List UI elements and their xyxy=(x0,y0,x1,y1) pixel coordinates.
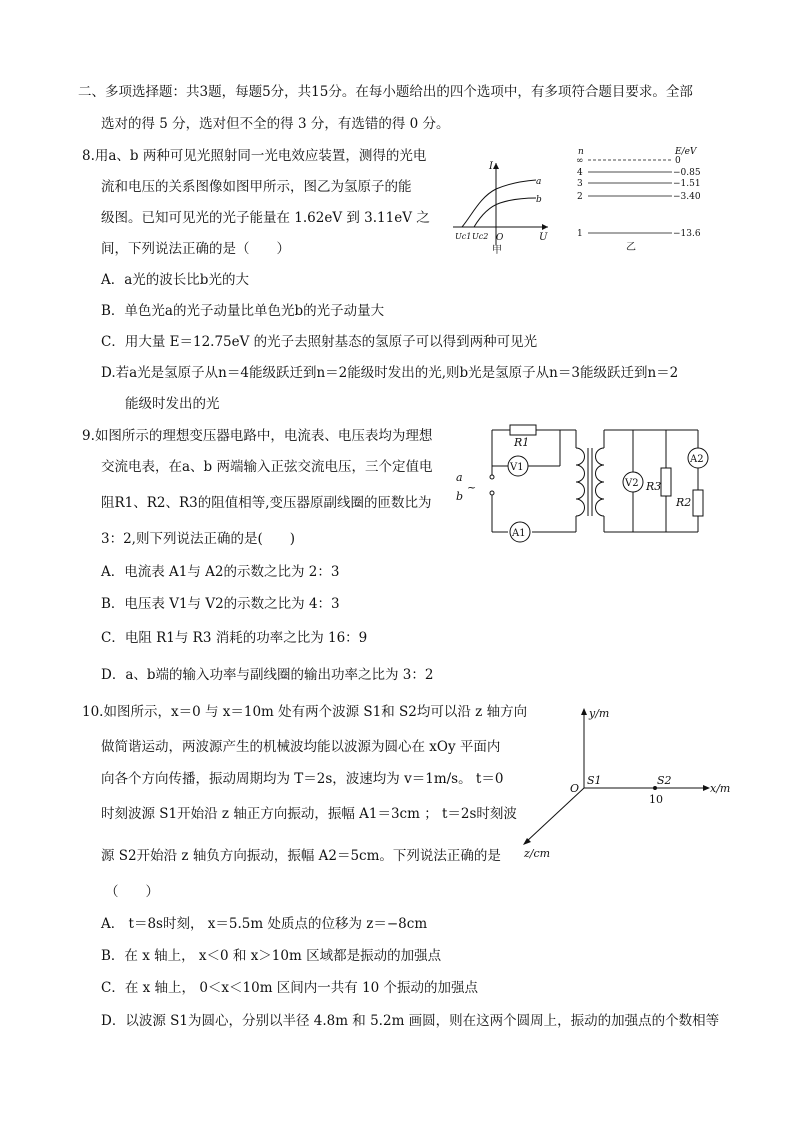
terminal-b-label: b xyxy=(456,490,464,503)
q9-option-c: C．电阻 R1与 R3 消耗的功率之比为 16：9 xyxy=(101,630,368,646)
n-label: n xyxy=(578,147,584,157)
q8-option-a: A．a光的波长比b光的大 xyxy=(101,272,249,288)
level-2-n: 2 xyxy=(577,192,583,202)
level-inf-n: ∞ xyxy=(576,156,584,166)
e-label: E/eV xyxy=(675,147,697,157)
curve-b xyxy=(474,198,536,227)
uc1-label: Uc1 xyxy=(455,232,472,241)
level-4-e: −0.85 xyxy=(673,168,701,178)
q10-option-c: C．在 x 轴上， 0＜x＜10m 区间内一共有 10 个振动的加强点 xyxy=(101,980,479,996)
s1-label: S1 xyxy=(587,774,602,787)
z-axis xyxy=(526,788,584,842)
q9-stem-line3: 阻R1、R2、R3的阻值相等,变压器原副线圈的匝数比为 xyxy=(101,495,432,511)
level-inf-e: 0 xyxy=(675,156,681,166)
fig-jia-caption: 甲 xyxy=(492,245,502,255)
r1-label: R1 xyxy=(514,436,530,449)
terminal-a xyxy=(490,475,494,479)
section-header-line2: 选对的得 5 分，选对但不全的得 3 分，有选错的得 0 分。 xyxy=(101,116,450,132)
q9-option-a: A．电流表 A1与 A2的示数之比为 2：3 xyxy=(101,564,340,580)
level-3-e: −1.51 xyxy=(673,179,701,189)
r3-label: R3 xyxy=(646,480,662,493)
z-axis-label: z/cm xyxy=(524,847,551,860)
q9-option-d: D．a、b端的输入功率与副线圈的输出功率之比为 3：2 xyxy=(101,667,434,683)
q8-option-b: B．单色光a的光子动量比单色光b的光子动量大 xyxy=(101,303,385,319)
curve-b-label: b xyxy=(536,195,542,205)
level-1-e: −13.6 xyxy=(673,229,701,239)
q9-option-b: B．电压表 V1与 V2的示数之比为 4：3 xyxy=(101,596,340,612)
resistor-r2 xyxy=(693,490,703,516)
i-axis-arrow xyxy=(493,163,499,169)
level-3-n: 3 xyxy=(577,179,583,189)
tick-10-label: 10 xyxy=(649,793,663,806)
uc2-label: Uc2 xyxy=(472,232,489,241)
r2-label: R2 xyxy=(676,496,692,509)
q8-option-d-line1: D.若a光是氢原子从n＝4能级跃迁到n＝2能级时发出的光,则b光是氢原子从n＝3能级跃迁到n＝2 xyxy=(101,365,679,381)
q8-stem-line2: 流和电压的关系图像如图甲所示，图乙为氢原子的能 xyxy=(101,179,412,195)
q10-option-a: A． t＝8s时刻， x＝5.5m 处质点的位移为 z＝−8cm xyxy=(101,916,428,932)
s2-label: S2 xyxy=(657,774,672,787)
v2-label: V2 xyxy=(625,478,639,489)
y-axis-label: y/m xyxy=(589,707,610,720)
origin-label: O xyxy=(570,782,580,795)
fig-yi-caption: 乙 xyxy=(626,242,636,253)
terminal-b xyxy=(490,491,494,495)
u-axis-arrow xyxy=(542,224,548,230)
section-header-line1: 二、多项选择题：共3题，每题5分，共15分。在每小题给出的四个选项中，有多项符合题目要求。全部 xyxy=(78,84,693,100)
hydrogen-energy-level-diagram xyxy=(572,144,722,254)
u-label: U xyxy=(539,232,548,243)
level-2-e: −3.40 xyxy=(673,192,701,202)
v1-label: V1 xyxy=(510,462,524,473)
wave-source-axes xyxy=(510,700,740,865)
q8-option-d-line2: 能级时发出的光 xyxy=(125,396,220,412)
y-axis-arrow xyxy=(581,708,587,715)
q10-option-b: B．在 x 轴上， x＜0 和 x＞10m 区域都是振动的加强点 xyxy=(101,948,442,964)
q10-stem-line1: 10.如图所示，x＝0 与 x＝10m 处有两个波源 S1和 S2均可以沿 z 轴方向 xyxy=(82,704,528,720)
curve-a-label: a xyxy=(536,177,542,187)
q10-stem-line2: 做简谐运动，两波源产生的机械波均能以波源为圆心在 xOy 平面内 xyxy=(101,739,501,755)
a1-label: A1 xyxy=(512,528,526,539)
resistor-r3 xyxy=(661,468,671,496)
q9-stem-line1: 9.如图所示的理想变压器电路中，电流表、电压表均为理想 xyxy=(82,428,433,444)
q8-stem-line4: 间，下列说法正确的是（ ） xyxy=(101,241,290,257)
q9-stem-line4: 3：2,则下列说法正确的是( ) xyxy=(101,531,296,547)
origin-label: O xyxy=(496,233,504,243)
q10-stem-line3: 向各个方向传播，振动周期均为 T＝2s，波速均为 v＝1m/s。 t＝0 xyxy=(101,771,504,787)
photoelectric-iu-graph xyxy=(448,155,558,255)
q8-stem-line3: 级图。已知可见光的光子能量在 1.62eV 到 3.11eV 之 xyxy=(101,210,430,226)
ac-symbol: ~ xyxy=(467,481,477,494)
q8-stem-line1: 8.用a、b 两种可见光照射同一光电效应装置，测得的光电 xyxy=(82,148,427,164)
q8-option-c: C．用大量 E＝12.75eV 的光子去照射基态的氢原子可以得到两种可见光 xyxy=(101,334,538,350)
x-axis-arrow xyxy=(703,785,710,791)
level-4-n: 4 xyxy=(577,168,583,178)
i-label: I xyxy=(489,161,493,172)
q10-option-d: D．以波源 S1为圆心，分别以半径 4.8m 和 5.2m 画圆，则在这两个圆周上，振动的加强点的个数相等 xyxy=(101,1013,720,1029)
q10-stem-line5: 源 S2开始沿 z 轴负方向振动，振幅 A2＝5cm。下列说法正确的是 xyxy=(101,848,501,864)
q10-stem-line4: 时刻波源 S1开始沿 z 轴正方向振动，振幅 A1＝3cm ； t＝2s时刻波 xyxy=(101,806,517,822)
q10-stem-line6: （ ） xyxy=(105,884,159,900)
transformer-circuit xyxy=(448,420,720,550)
q9-stem-line2: 交流电表，在a、b 两端输入正弦交流电压，三个定值电 xyxy=(101,459,433,475)
level-1-n: 1 xyxy=(577,229,583,239)
terminal-a-label: a xyxy=(456,471,463,484)
a2-label: A2 xyxy=(690,454,704,465)
resistor-r1 xyxy=(510,425,536,435)
x-axis-label: x/m xyxy=(710,782,731,795)
